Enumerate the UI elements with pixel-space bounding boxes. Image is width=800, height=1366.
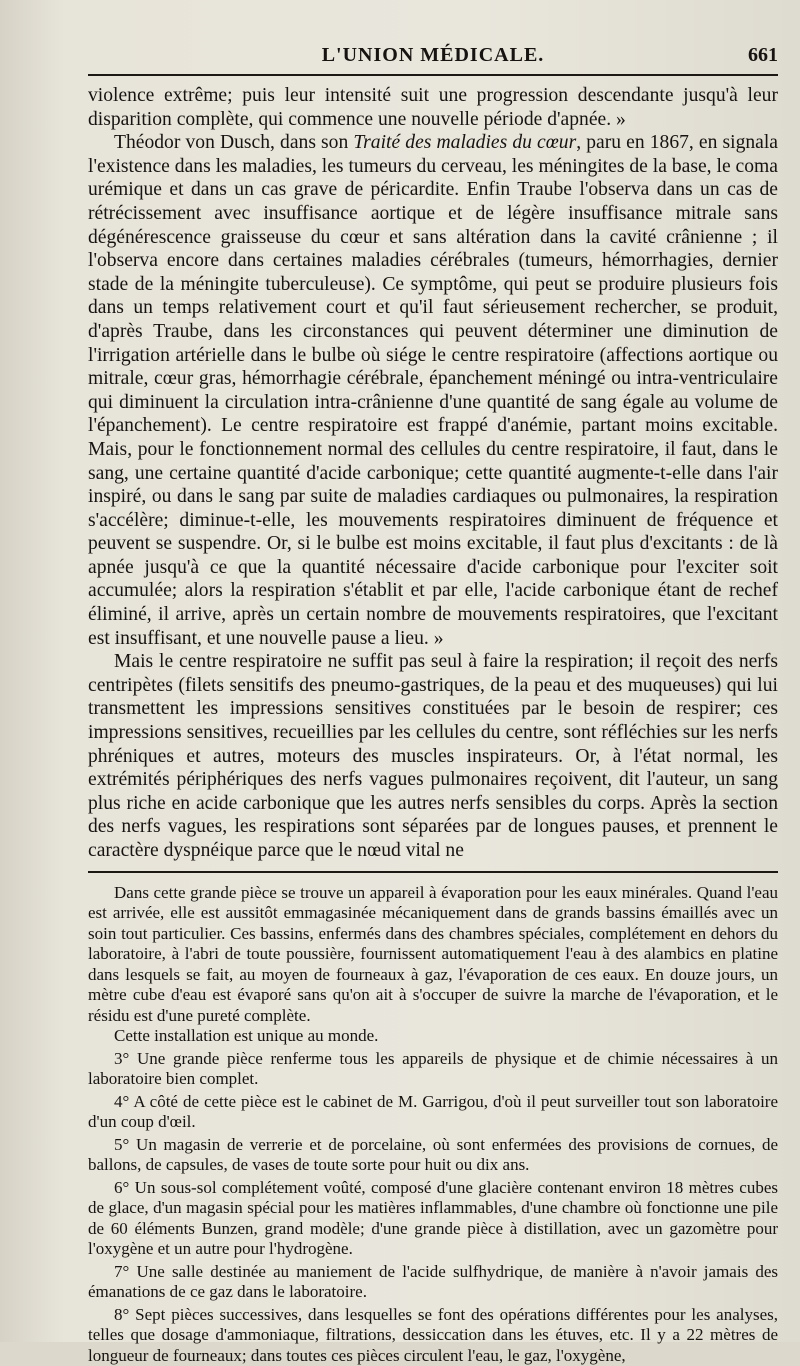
paragraph-continuation: violence extrême; puis leur intensité suit une progression descendante jusqu'à leur disparition complète, qui commence une nouvelle période d'apnée. »	[88, 85, 778, 130]
main-text	[88, 84, 778, 863]
running-title: L'UNION MÉDICALE.	[321, 44, 545, 66]
paragraph-centre-respiratoire: Mais le centre respiratoire ne suffit pas seul à faire la respiration; il reçoit des nerfs centripètes (filets sensitifs des pneumo-gastriques, de la peau et des muqueuses) qui lui transmettent les impressions sensitives constituées par le besoin de respirer; ces impressions sensitives, recueillies par les cellules du centre, sont réfléchies sur les nerfs phréniques et autres, moteurs des muscles inspirateurs. Or, à l'état normal, les extrémités périphériques des nerfs vagues pulmonaires reçoivent, dit l'auteur, un sang plus riche en acide carbonique que les autres nerfs sensibles du corps. Après la section des nerfs vagues, les respirations sont séparées par de longues pauses, et prennent le caractère dyspnéique parce que le nœud vital ne	[88, 651, 778, 861]
note-item-8: 8° Sept pièces successives, dans lesquelles se font des opérations différentes pour les analyses, telles que dosage d'ammoniaque, filtrations, dessiccation dans les étuves, etc. Il y a 22 mètres de longueur de fourneaux; dans toutes ces pièces circulent l'eau, le gaz, l'oxygène,	[88, 1304, 778, 1365]
note-item-5: 5° Un magasin de verrerie et de porcelaine, où sont enfermées des provisions de cornues, de ballons, de capsules, de vases de toute sorte pour huit ou dix ans.	[88, 1134, 778, 1175]
paragraph-dusch-rest: , paru en 1867, en signala l'existence dans les maladies, les tumeurs du cerveau, les méningites de la base, le coma urémique et dans un cas grave de péricardite. Enfin Traube l'observa dans un cas de rétrécissement avec insuffisance aortique et de légère insuffisance mitrale sans dégénérescence graisseuse du cœur et sans altération dans la cavité crânienne ; il l'observa encore dans certaines maladies cérébrales (tumeurs, hémorrhagies, dernier stade de la méningite tuberculeuse). Ce symptôme, qui peut se produire plusieurs fois dans un temps relativement court et qu'il faut sérieusement rechercher, se produit, d'après Traube, dans les circonstances qui peuvent déterminer une diminution de l'irrigation artérielle dans le bulbe où siége le centre respiratoire (affections aortique ou mitrale, cœur gras, hémorrhagie cérébrale, épanchement méningé ou intra-ventriculaire qui diminuent la circulation intra-crânienne d'une quantité de sang égale au volume de l'épanchement). Le centre respiratoire est frappé d'anémie, partant moins excitable. Mais, pour le fonctionnement normal des cellules du centre respiratoire, il faut, dans le sang, une certaine quantité d'acide carbonique; cette quantité augmente-t-elle dans l'air inspiré, ou dans le sang par suite de maladies cardiaques ou pulmonaires, la respiration s'accélère; diminue-t-elle, les mouvements respiratoires diminuent de fréquence et peuvent se suspendre. Or, si le bulbe est moins excitable, il faut plus d'excitants : de là apnée jusqu'à ce que la quantité nécessaire d'acide carbonique pour l'exciter soit accumulée; alors la respiration s'établit et par elle, l'acide carbonique étant de rechef éliminé, il arrive, après un certain nombre de mouvements respiratoires, que l'excitant est insuffisant, et une nouvelle pause a lieu. »	[88, 132, 779, 649]
note-item-3: 3° Une grande pièce renferme tous les appareils de physique et de chimie nécessaires à un laboratoire bien complet.	[88, 1048, 778, 1089]
page-number: 661	[748, 44, 778, 66]
paragraph-dusch-start: Théodor von Dusch, dans son	[114, 132, 354, 154]
note-item-4: 4° A côté de cette pièce est le cabinet de M. Garrigou, d'où il peut surveiller tout son laboratoire d'un coup d'œil.	[88, 1091, 778, 1132]
footnote-divider	[88, 871, 778, 873]
page-header	[88, 40, 778, 76]
note-unique: Cette installation est unique au monde.	[114, 1026, 379, 1046]
paragraph-dusch	[88, 131, 778, 650]
footnote-block	[88, 883, 778, 1366]
note-evaporation: Dans cette grande pièce se trouve un appareil à évaporation pour les eaux minérales. Quand l'eau est arrivée, elle est aussitôt emmagasinée mécaniquement dans de grands bassins émaillés avec un soin tout particulier. Ces bassins, enfermés dans des chambres spéciales, complétement en dehors du laboratoire, à l'abri de toute poussière, fournissent automatiquement l'eau à des alambics en platine dans lesquels se fait, au moyen de fourneaux à gaz, l'évaporation de ces eaux. En douze jours, un mètre cube d'eau est évaporé sans qu'on ait à s'occuper de suivre la marche de l'évaporation, et le résidu est d'une pureté complète.	[88, 882, 778, 1025]
book-title: Traité des maladies du cœur	[353, 132, 577, 154]
note-item-7: 7° Une salle destinée au maniement de l'acide sulfhydrique, de manière à n'avoir jamais des émanations de ce gaz dans le laboratoire.	[88, 1261, 778, 1302]
note-item-6: 6° Un sous-sol complétement voûté, composé d'une glacière contenant environ 18 mètres cubes de glace, d'un magasin spécial pour les matières inflammables, d'une chambre où fonctionne une pile de 60 éléments Bunzen, grand modèle; d'une grande pièce à distillation, avec un gazomètre pour l'oxygène et un autre pour l'hydrogène.	[88, 1177, 778, 1259]
